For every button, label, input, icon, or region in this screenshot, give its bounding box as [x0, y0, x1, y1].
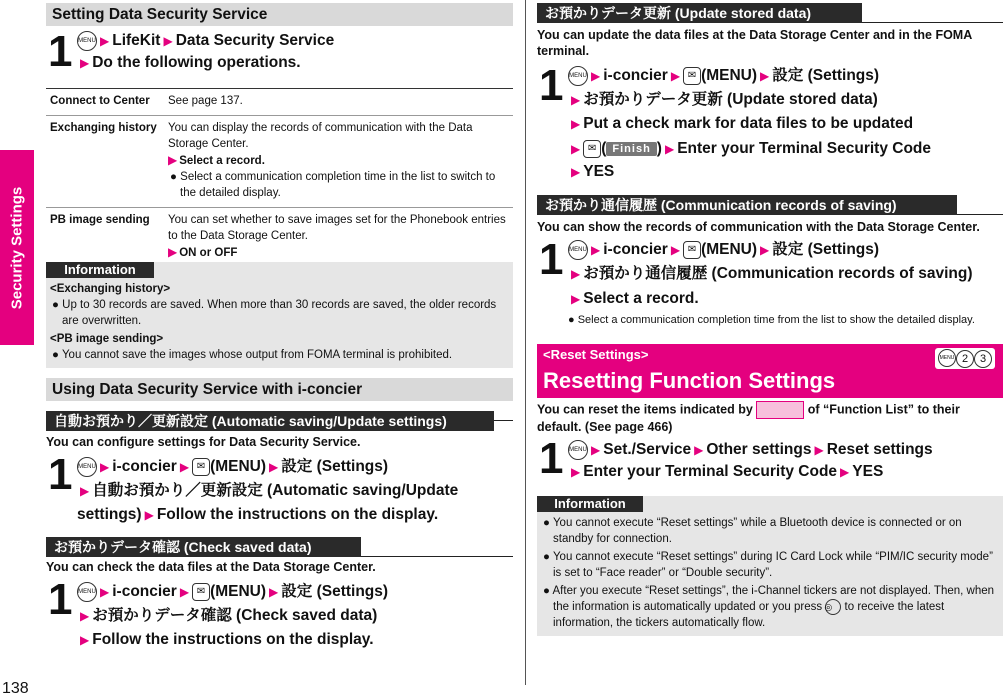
arrow-icon: ▶: [179, 460, 190, 474]
menu-key-icon: MENU: [938, 349, 956, 367]
menu-key-icon: MENU: [568, 66, 588, 86]
arrow-icon: ▶: [571, 165, 581, 179]
arrow-icon: ▶: [80, 609, 90, 623]
arrow-icon: ▶: [670, 243, 681, 257]
arrow-icon: ▶: [269, 460, 279, 474]
step-line: ▶ お預かりデータ更新 (Update stored data): [571, 91, 878, 108]
step-line: ▶ お預かりデータ確認 (Check saved data): [80, 607, 378, 624]
mail-key-icon: ✉: [683, 67, 701, 85]
finish-softkey-icon: Finish: [606, 142, 656, 156]
body-text: You can reset the items indicated by of “Function List” to their default. (See page 466): [537, 402, 960, 434]
step-number: 1: [48, 575, 73, 624]
arrow-icon: ▶: [80, 633, 90, 647]
section-side-tab: [0, 150, 34, 345]
body-text: You can show the records of communication with the Data Storage Center.: [537, 220, 980, 234]
step-line: ▶ Enter your Terminal Security Code ▶ YES: [571, 463, 884, 480]
arrow-icon: ▶: [144, 508, 154, 522]
header-title: Resetting Function Settings: [543, 368, 836, 393]
mail-key-icon: ✉: [192, 458, 210, 476]
arrow-icon: ▶: [100, 460, 110, 474]
header-subtitle: <Reset Settings>: [543, 347, 649, 362]
information-label: Information: [537, 496, 643, 512]
note-line: ● Select a communication completion time from the list to show the detailed display.: [568, 314, 975, 326]
step-number: 1: [539, 235, 564, 284]
center-key-icon: ◎: [825, 599, 841, 615]
arrow-icon: ▶: [760, 69, 770, 83]
subsection-auto-saving: 自動お預かり／更新設定 (Automatic saving/Update settings): [46, 411, 494, 431]
key-sequence: [935, 348, 995, 369]
arrow-icon: ▶: [100, 34, 110, 48]
arrow-icon: ▶: [571, 93, 581, 107]
step-number: 1: [48, 450, 73, 499]
column-divider: [525, 0, 526, 685]
operations-table: [46, 88, 513, 268]
arrow-icon: ▶: [760, 243, 770, 257]
section-title-i-concier: Using Data Security Service with i-concier: [46, 378, 513, 401]
arrow-icon: ▶: [591, 243, 601, 257]
side-tab-label: Security Settings: [8, 186, 26, 309]
menu-key-icon: MENU: [77, 31, 97, 51]
arrow-icon: ▶: [591, 69, 601, 83]
arrow-icon: ▶: [571, 267, 581, 281]
arrow-icon: ▶: [694, 443, 704, 457]
step-number: 1: [539, 434, 564, 483]
arrow-icon: ▶: [571, 142, 581, 156]
step-line: MENU ▶ i-concier ▶ ✉ (MENU) ▶ 設定 (Settings): [569, 241, 880, 258]
table-row: [46, 208, 513, 268]
step-line: ▶ お預かり通信履歴 (Communication records of saving): [571, 265, 973, 282]
step-line: ▶ Put a check mark for data files to be updated: [571, 115, 914, 132]
menu-key-icon: MENU: [77, 582, 97, 602]
table-cell: You can display the records of communication with the Data Storage Center. ▶ Select a record. ● Select a communication completion time in the list to switch to the detailed display.: [164, 116, 513, 208]
subsection-check-saved-data: お預かりデータ確認 (Check saved data): [46, 537, 361, 557]
menu-key-icon: MENU: [77, 457, 97, 477]
step-number: 1: [48, 27, 73, 76]
step-line: ▶ Do the following operations.: [80, 54, 301, 71]
arrow-icon: ▶: [664, 142, 675, 156]
mail-key-icon: ✉: [192, 583, 210, 601]
body-text: You can check the data files at the Data Storage Center.: [46, 560, 376, 574]
arrow-icon: ▶: [670, 69, 681, 83]
step-line: MENU ▶ LifeKit ▶ Data Security Service: [78, 32, 335, 49]
section-title-setting-data-security: Setting Data Security Service: [46, 3, 513, 26]
arrow-icon: ▶: [168, 245, 178, 259]
info-bullet: ● After you execute “Reset settings”, the i-Channel tickers are not displayed. Then, when the information is automatically updated or you press ◎ to receive the latest information, the tickers automatically flow.: [543, 585, 995, 629]
information-box: [537, 496, 1003, 636]
key-3-icon: 3: [974, 350, 992, 368]
arrow-icon: ▶: [591, 443, 601, 457]
info-bullet: ● You cannot execute “Reset settings” while a Bluetooth device is connected or on standby for connection.: [543, 517, 962, 545]
arrow-icon: ▶: [269, 585, 279, 599]
step-number: 1: [539, 61, 564, 110]
table-label: Connect to Center: [46, 89, 164, 116]
table-label: PB image sending: [46, 208, 164, 268]
arrow-icon: ▶: [80, 484, 90, 498]
table-label: Exchanging history: [46, 116, 164, 208]
table-row: [46, 89, 513, 116]
arrow-icon: ▶: [571, 117, 581, 131]
mail-key-icon: ✉: [683, 241, 701, 259]
reset-settings-header: [537, 344, 1003, 398]
function-list-marker: [756, 401, 804, 419]
arrow-icon: ▶: [168, 153, 178, 167]
menu-key-icon: MENU: [568, 440, 588, 460]
arrow-icon: ▶: [80, 56, 90, 70]
step-line: ▶ ✉ ( Finish ) ▶ Enter your Terminal Security Code: [571, 140, 932, 157]
info-bullet: ● You cannot execute “Reset settings” during IC Card Lock while “PIM/IC security mode” is set to “Face reader” or “Double security”.: [543, 551, 993, 579]
body-text: You can configure settings for Data Security Service.: [46, 435, 361, 449]
step-line: ▶ Follow the instructions on the display.: [80, 631, 374, 648]
arrow-icon: ▶: [179, 585, 190, 599]
body-text: You can update the data files at the Data Storage Center and in the FOMA terminal.: [537, 28, 972, 58]
step-line: MENU ▶ i-concier ▶ ✉ (MENU) ▶ 設定 (Settings): [78, 458, 389, 475]
arrow-icon: ▶: [100, 585, 110, 599]
arrow-icon: ▶: [840, 465, 850, 479]
step-line: MENU ▶ i-concier ▶ ✉ (MENU) ▶ 設定 (Settings): [569, 67, 880, 84]
arrow-icon: ▶: [571, 465, 581, 479]
table-row: [46, 116, 513, 208]
arrow-icon: ▶: [163, 34, 173, 48]
step-line: ▶ YES: [571, 163, 615, 180]
arrow-icon: ▶: [571, 292, 581, 306]
subsection-update-stored-data: お預かりデータ更新 (Update stored data): [537, 3, 862, 23]
table-cell: You can set whether to save images set for the Phonebook entries to the Data Storage Center. ▶ ON or OFF: [164, 208, 513, 268]
arrow-icon: ▶: [814, 443, 824, 457]
step-line: MENU ▶ Set./Service ▶ Other settings ▶ Reset settings: [569, 441, 933, 458]
step-line: MENU ▶ i-concier ▶ ✉ (MENU) ▶ 設定 (Settings): [78, 583, 389, 600]
step-line: settings) ▶ Follow the instructions on the display.: [77, 506, 439, 523]
step-line: ▶ Select a record.: [571, 290, 699, 307]
menu-key-icon: MENU: [568, 240, 588, 260]
step-line: ▶ 自動お預かり／更新設定 (Automatic saving/Update: [80, 482, 459, 499]
subsection-communication-records: お預かり通信履歴 (Communication records of saving): [537, 195, 957, 215]
information-label: Information: [46, 262, 154, 278]
table-text: See page 137.: [164, 89, 513, 116]
information-box: Information <Exchanging history> ● Up to 30 records are saved. When more than 30 records are saved, the older records are overwritten. <PB image sending> ● You cannot save the images whose output from FOMA terminal is prohibited.: [46, 262, 513, 368]
page-number: 138: [2, 680, 29, 697]
mail-key-icon: ✉: [583, 140, 601, 158]
key-2-icon: 2: [956, 350, 974, 368]
